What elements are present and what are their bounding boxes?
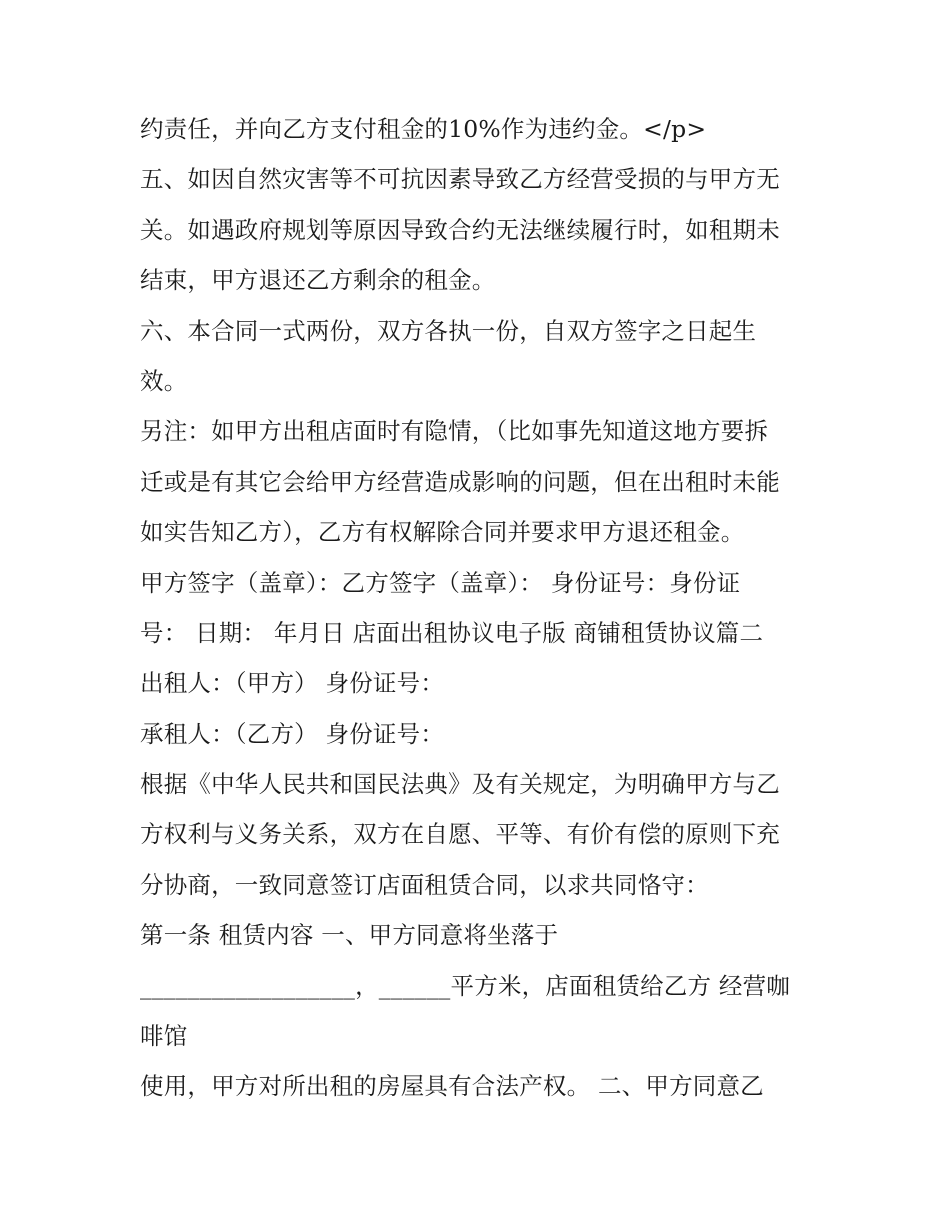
text-line: 号： 日期： 年月日 店面出租协议电子版 商铺租赁协议篇二 xyxy=(140,618,764,647)
text-line: 方权利与义务关系，双方在自愿、平等、有价有偿的原则下充 xyxy=(140,820,780,849)
text-line: 关。如遇政府规划等原因导致合约无法继续履行时，如租期未 xyxy=(140,215,780,244)
text-line: 分协商，一致同意签订店面租赁合同，以求共同恪守： xyxy=(140,870,709,899)
text-line: 出租人：（甲方） 身份证号： xyxy=(140,669,445,698)
text-line: 约责任，并向乙方支付租金的10%作为违约金。</p> xyxy=(140,115,707,143)
text-line: 第一条 租赁内容 一、甲方同意将坐落于 xyxy=(140,921,559,950)
text-line: 结束，甲方退还乙方剩余的租金。 xyxy=(140,266,496,295)
text-line: 根据《中华人民共和国民法典》及有关规定，为明确甲方与乙 xyxy=(140,770,780,799)
text-line: 如实告知乙方），乙方有权解除合同并要求甲方退还租金。 xyxy=(140,518,745,547)
text-line: 另注：如甲方出租店面时有隐情，（比如事先知道这地方要拆 xyxy=(140,417,769,446)
text-line: 啡馆 xyxy=(140,1022,188,1051)
text-line: 甲方签字（盖章）：乙方签字（盖章）： 身份证号：身份证 xyxy=(140,568,741,597)
text-line: __________________，______平方米，店面租赁给乙方 经营咖 xyxy=(140,971,790,1000)
text-line: 使用，甲方对所出租的房屋具有合法产权。 二、甲方同意乙 xyxy=(140,1072,764,1101)
text-line: 承租人：（乙方） 身份证号： xyxy=(140,719,445,748)
text-line: 五、如因自然灾害等不可抗因素导致乙方经营受损的与甲方无 xyxy=(140,165,780,194)
text-line: 六、本合同一式两份，双方各执一份，自双方签字之日起生 xyxy=(140,316,757,345)
text-line: 效。 xyxy=(140,366,188,395)
document-body xyxy=(140,104,820,1112)
text-line: 迁或是有其它会给甲方经营造成影响的问题，但在出租时未能 xyxy=(140,467,780,496)
